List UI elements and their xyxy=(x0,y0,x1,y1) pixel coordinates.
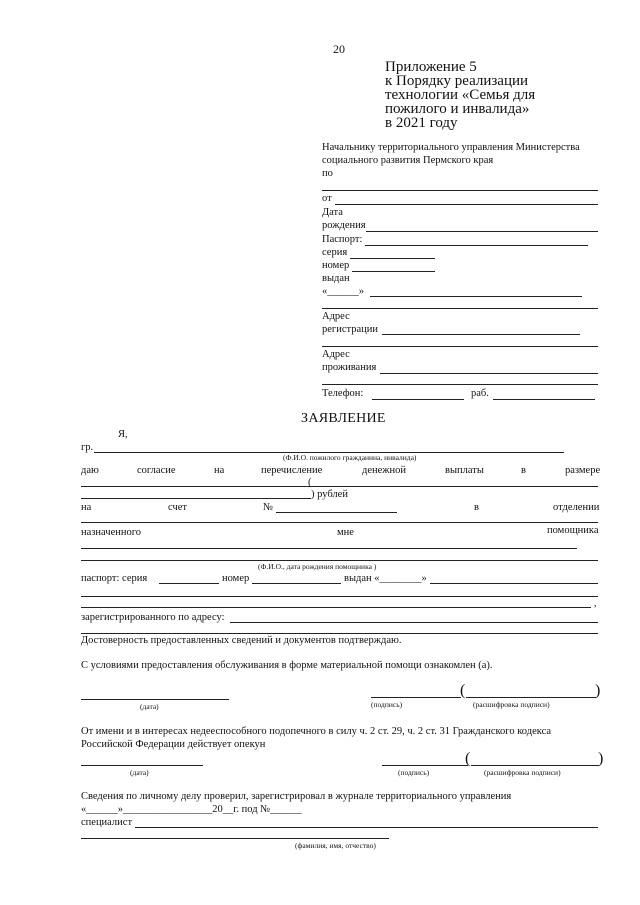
date-caption: (дата) xyxy=(140,702,159,711)
consent-word: размере xyxy=(565,465,601,476)
decode-line[interactable] xyxy=(466,697,596,698)
date-line-2[interactable] xyxy=(81,765,203,766)
sign-line-2[interactable] xyxy=(382,765,468,766)
helper-label: помощника xyxy=(547,525,599,536)
appendix-line: Приложение 5 xyxy=(385,59,477,75)
document-title: ЗАЯВЛЕНИЕ xyxy=(301,411,386,426)
consent-word: даю xyxy=(81,465,99,476)
reg-line-2[interactable] xyxy=(322,346,598,347)
consent-word: перечисление xyxy=(261,465,323,476)
helper-line-2[interactable] xyxy=(81,560,598,561)
issued-date: «______» xyxy=(322,286,364,297)
page-number: 20 xyxy=(333,42,345,56)
reg-label: регистрации xyxy=(322,324,378,335)
issued-line-2[interactable] xyxy=(322,308,598,309)
appendix-line: к Порядку реализации xyxy=(385,73,529,89)
guardian-text: От имени и в интересах недееспособного подопечного в силу ч. 2 ст. 29, ч. 2 ст. 31 Гражданского кодекса xyxy=(81,726,552,737)
helper-caption: (Ф.И.О., дата рождения помощника ) xyxy=(258,562,377,571)
number-label: номер xyxy=(322,260,350,271)
account-word: в xyxy=(474,502,479,513)
passport-label: Паспорт: xyxy=(322,234,363,245)
amount-line[interactable] xyxy=(81,486,598,487)
decode-caption: (расшифровка подписи) xyxy=(473,700,550,709)
fio-caption-2: (фамилия, имя, отчество) xyxy=(295,841,376,850)
decode-paren-close: ) xyxy=(595,682,601,699)
po-line[interactable] xyxy=(322,190,598,191)
gr-label: гр. xyxy=(81,442,94,453)
account-word: счет xyxy=(168,502,187,513)
registered-line[interactable] xyxy=(230,622,598,623)
birth-label: Дата xyxy=(322,207,343,218)
from-label: от xyxy=(322,193,332,204)
bank-line[interactable] xyxy=(81,522,598,523)
registered-label: зарегистрированного по адресу: xyxy=(81,612,225,623)
passport-series-label: паспорт: серия xyxy=(81,573,148,584)
registered-line-2[interactable] xyxy=(81,633,598,634)
birth-line[interactable] xyxy=(366,231,598,232)
rubles-label: ) рублей xyxy=(311,489,348,500)
guardian-text: Российской Федерации действует опекун xyxy=(81,739,266,750)
amount-words-line[interactable] xyxy=(81,498,311,499)
fio-caption: (Ф.И.О. пожилого гражданина, инвалида) xyxy=(283,453,417,462)
decode-line-2[interactable] xyxy=(471,765,599,766)
decode-paren-open: ( xyxy=(460,682,466,699)
birth-label: рождения xyxy=(322,220,366,231)
reg-line[interactable] xyxy=(382,334,580,335)
sign-caption: (подпись) xyxy=(371,700,403,709)
issued-label: выдан xyxy=(322,273,350,284)
specialist-label: специалист xyxy=(81,817,133,828)
date-line[interactable] xyxy=(81,699,229,700)
passport-issued-line[interactable] xyxy=(430,583,598,584)
addressee-line: социального развития Пермского края xyxy=(322,155,494,166)
work-line[interactable] xyxy=(493,399,595,400)
consent-word: согласие xyxy=(137,465,176,476)
decode-paren-open-2: ( xyxy=(465,750,471,767)
confirm-text: Достоверность предоставленных сведений и документов подтверждаю. xyxy=(81,635,402,646)
account-word: отделении xyxy=(553,502,600,513)
live-label: проживания xyxy=(322,362,377,373)
appendix-line: технологии «Семья для xyxy=(385,87,536,103)
addressee-po: по xyxy=(322,168,333,179)
consent-word: в xyxy=(521,465,526,476)
issued-line[interactable] xyxy=(370,296,582,297)
addressee-line: Начальнику территориального управления Министерства xyxy=(322,142,580,153)
passport-line-3[interactable] xyxy=(81,607,591,608)
passport-series-line[interactable] xyxy=(159,583,219,584)
check-date: «______»_________________20__г. под №______ xyxy=(81,804,302,815)
check-text: Сведения по личному делу проверил, зарегистрировал в журнале территориального управления xyxy=(81,791,512,802)
work-label: раб. xyxy=(471,388,489,399)
assigned-label: назначенного xyxy=(81,527,142,538)
from-line[interactable] xyxy=(335,204,598,205)
consent-word: денежной xyxy=(362,465,407,476)
conditions-text: С условиями предоставления обслуживания в форме материальной помощи ознакомлен (а). xyxy=(81,660,493,671)
appendix-line: пожилого и инвалида» xyxy=(385,101,530,117)
sign-caption-2: (подпись) xyxy=(398,768,430,777)
specialist-fio-line[interactable] xyxy=(81,838,389,839)
helper-line[interactable] xyxy=(81,548,577,549)
comma: , xyxy=(594,598,597,609)
date-caption-2: (дата) xyxy=(130,768,149,777)
decode-paren-close-2: ) xyxy=(598,750,604,767)
phone-label: Телефон: xyxy=(322,388,364,399)
sign-line[interactable] xyxy=(371,697,461,698)
live-line-2[interactable] xyxy=(322,384,598,385)
passport-number-line[interactable] xyxy=(252,583,341,584)
account-word: на xyxy=(81,502,92,513)
passport-line-2[interactable] xyxy=(81,596,598,597)
live-line[interactable] xyxy=(380,373,598,374)
series-line[interactable] xyxy=(350,258,435,259)
passport-line[interactable] xyxy=(365,245,588,246)
reg-label: Адрес xyxy=(322,311,350,322)
appendix-line: в 2021 году xyxy=(385,115,458,131)
passport-number-label: номер xyxy=(222,573,250,584)
consent-word: на xyxy=(214,465,225,476)
ya-label: Я, xyxy=(118,429,128,440)
number-line[interactable] xyxy=(352,271,435,272)
account-line[interactable] xyxy=(276,512,397,513)
passport-issued-label: выдан «________» xyxy=(344,573,427,584)
me-label: мне xyxy=(337,527,354,538)
specialist-line[interactable] xyxy=(135,827,598,828)
series-label: серия xyxy=(322,247,348,258)
phone-line[interactable] xyxy=(372,399,464,400)
decode-caption-2: (расшифровка подписи) xyxy=(484,768,561,777)
amount-paren: ( xyxy=(308,477,312,488)
consent-word: выплаты xyxy=(445,465,484,476)
live-label: Адрес xyxy=(322,349,350,360)
account-word: № xyxy=(263,502,274,513)
